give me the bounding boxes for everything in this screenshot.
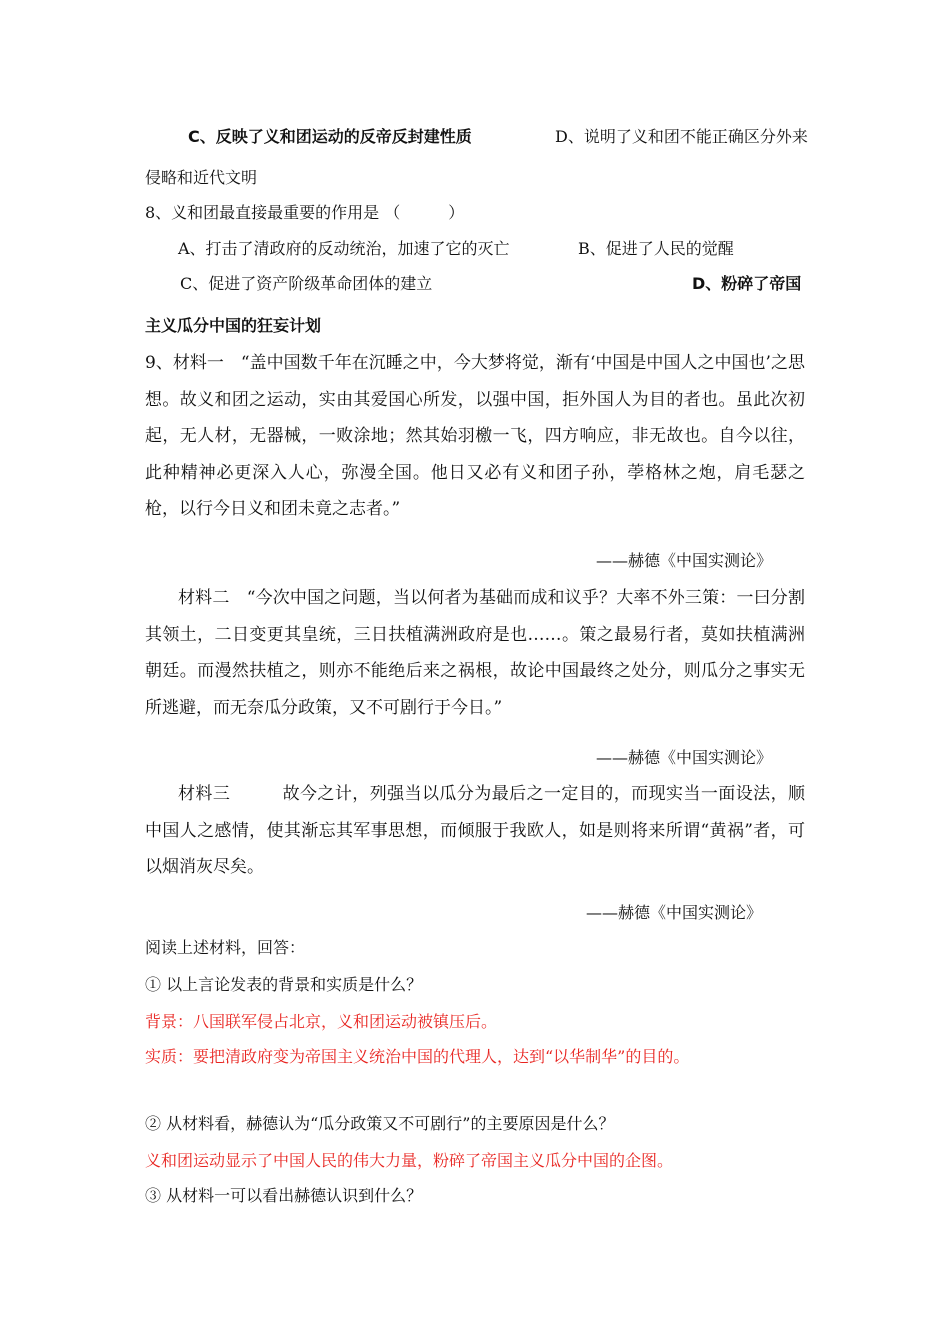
q7-option-c: C、反映了义和团运动的反帝反封建性质 (188, 127, 472, 146)
q8-option-d: D、粉碎了帝国 (692, 274, 802, 293)
q9-material-3: 材料三 故今之计，列强当以瓜分为最后之一定目的，而现实当一面设法，顺中国人之感情，使其渐忘其军事思想，而倾服于我欧人，如是则将来所谓“黄祸”者，可以烟消灰尽矣。 (145, 784, 805, 877)
q7-option-d-cont: 侵略和近代文明 (145, 168, 258, 187)
q9-sub2-answer: 义和团运动显示了中国人民的伟大力量，粉碎了帝国主义瓜分中国的企图。 (145, 1151, 674, 1170)
q9-sub2-question: ② 从材料看，赫德认为“瓜分政策又不可剧行”的主要原因是什么？ (145, 1114, 615, 1133)
q8-option-b: B、促进了人民的觉醒 (578, 239, 734, 258)
q9-sub1-question: ① 以上言论发表的背景和实质是什么？ (145, 975, 423, 994)
q9-sub3-question: ③ 从材料一可以看出赫德认识到什么？ (145, 1186, 423, 1205)
q8-option-d-cont: 主义瓜分中国的狂妄计划 (145, 316, 322, 335)
q9-source-3: ——赫德《中国实测论》 (586, 903, 763, 922)
q8-stem: 8、义和团最直接最重要的作用是 （ ） (145, 203, 465, 222)
q9-prompt: 阅读上述材料，回答： (145, 938, 306, 957)
q9-source-2: ——赫德《中国实测论》 (596, 748, 773, 767)
q9-material-1: 9、材料一 “盖中国数千年在沉睡之中，今大梦将觉，渐有‘中国是中国人之中国也’之思想。故义和团之运动，实由其爱国心所发，以强中国，拒外国人为目的者也。虽此次初起，无人材，无器械，一败涂地；然其始羽檄一飞，四方响应，非无故也。自今以往，此种精神必更深入人心，弥漫全国。他日又必有义和团子孙，荸格林之炮，肩毛瑟之枪，以行今日义和团未竟之志者。” (145, 353, 805, 519)
q8-option-a: A、打击了清政府的反动统治，加速了它的灭亡 (178, 239, 510, 258)
q8-option-c: C、促进了资产阶级革命团体的建立 (180, 274, 433, 293)
q7-option-d: D、说明了义和团不能正确区分外来 (555, 127, 808, 146)
q9-sub1-answer-essence: 实质：要把清政府变为帝国主义统治中国的代理人，达到“以华制华”的目的。 (145, 1047, 690, 1066)
q9-source-1: ——赫德《中国实测论》 (596, 551, 773, 570)
q9-material-2: 材料二 “今次中国之问题，当以何者为基础而成和议乎？大率不外三策：一曰分割其领土，二日变更其皇统，三日扶植满洲政府是也……。策之最易行者，莫如扶植满洲朝廷。而漫然扶植之，则亦不能绝后来之祸根，故论中国最终之处分，则瓜分之事实无所逃避，而无奈瓜分政策，又不可剧行于今日。” (145, 588, 805, 718)
q9-sub1-answer-background: 背景：八国联军侵占北京，义和团运动被镇压后。 (145, 1012, 498, 1031)
